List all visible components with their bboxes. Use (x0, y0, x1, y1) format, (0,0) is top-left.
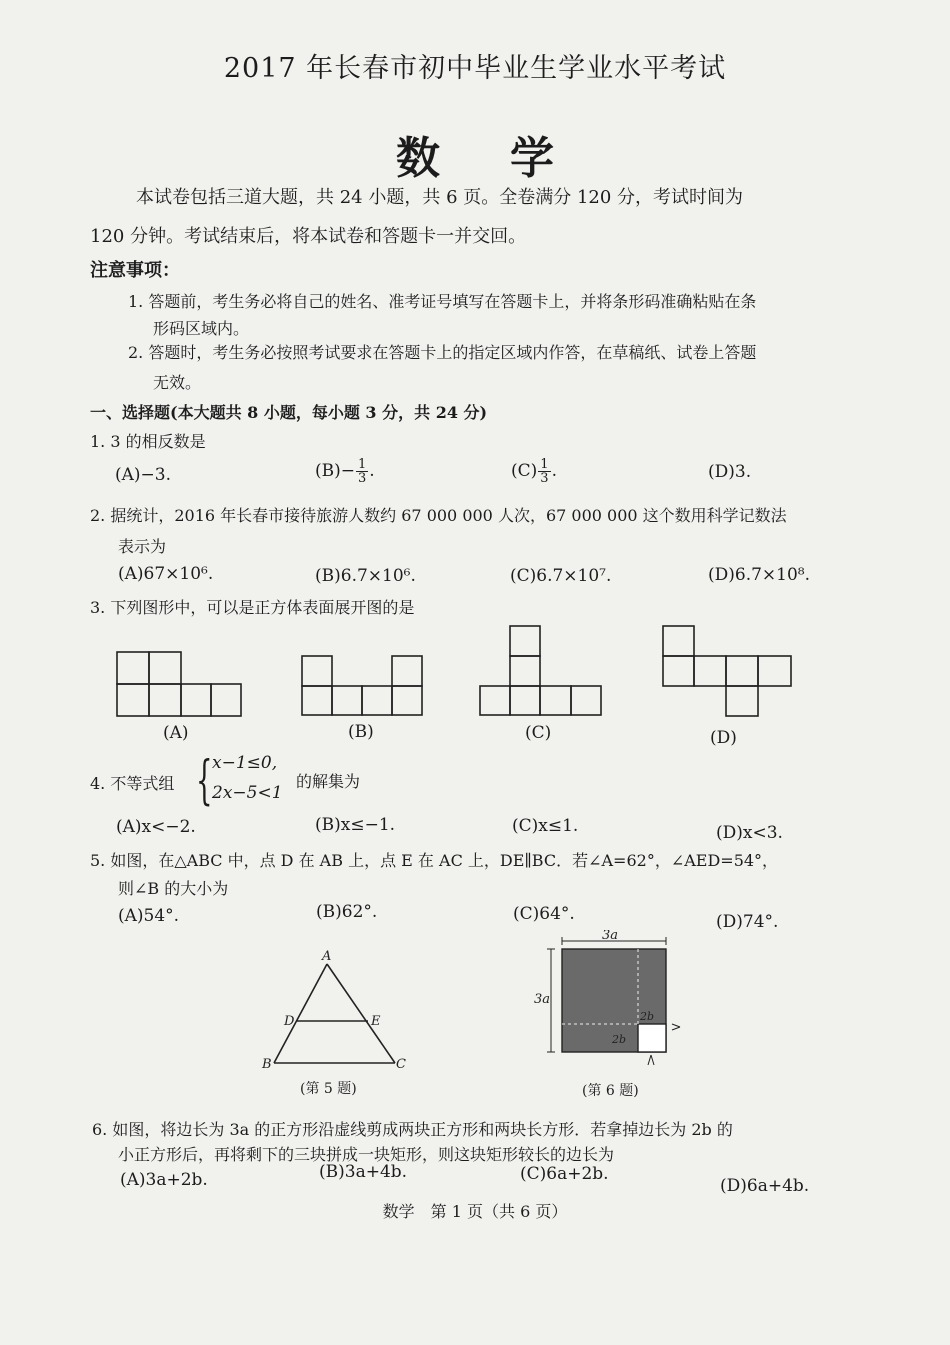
q1-option-c-denominator: 3 (540, 471, 549, 486)
q4-inequality-1: x−1≤0, (212, 753, 278, 773)
q1-option-b-numerator: 1 (358, 457, 367, 472)
q1-option-c-prefix: (C) (511, 461, 538, 481)
point-a-label: A (322, 949, 332, 964)
q2-option-d: (D)6.7×10⁸. (708, 565, 811, 585)
section-1-heading: 一、选择题(本大题共 8 小题，每小题 3 分，共 24 分) (90, 403, 488, 422)
q5-option-c: (C)64°. (513, 904, 575, 924)
q3-net-a (117, 652, 241, 716)
q1-option-b-prefix: (B)− (315, 461, 356, 481)
note-1-line-1: 1. 答题前，考生务必将自己的姓名、准考证号填写在答题卡上，并将条形码准确粘贴在条 (128, 292, 757, 311)
point-b-label: B (262, 1057, 272, 1072)
point-d-label: D (284, 1014, 295, 1029)
side-ac (327, 964, 395, 1063)
q1-stem: 1. 3 的相反数是 (90, 432, 206, 451)
q3-label-c: (C) (525, 723, 552, 743)
q3-label-d: (D) (710, 728, 737, 748)
small-square-removed (638, 1024, 666, 1052)
page-footer: 数学 第 1 页（共 6 页） (382, 1202, 568, 1221)
point-e-label: E (371, 1014, 381, 1029)
q6-line-1: 6. 如图，将边长为 3a 的正方形沿虚线剪成两块正方形和两块长方形．若拿掉边长为 2b 的 (92, 1120, 733, 1139)
q4-brace: { (196, 751, 213, 811)
subject-title: 数学 (396, 133, 624, 184)
q6-dim-small-h: 2b (612, 1033, 627, 1046)
q6-dim-left: 3a (534, 992, 551, 1007)
q4-option-b: (B)x≤−1. (315, 815, 396, 835)
q4-prefix: 4. 不等式组 (90, 774, 175, 793)
q1-option-b-denominator: 3 (358, 471, 367, 486)
q5-option-b: (B)62°. (316, 902, 378, 922)
q4-inequality-2: 2x−5<1 (212, 783, 283, 803)
q4-suffix: 的解集为 (296, 772, 361, 791)
q3-stem: 3. 下列图形中，可以是正方体表面展开图的是 (90, 598, 415, 617)
notes-heading: 注意事项： (90, 260, 180, 281)
note-2-line-1: 2. 答题时，考生务必按照考试要求在答题卡上的指定区域内作答，在草稿纸、试卷上答题 (128, 343, 757, 362)
q1-option-a: (A)−3. (115, 465, 172, 485)
q2-option-a: (A)67×10⁶. (118, 564, 214, 584)
q5-option-d: (D)74°. (716, 912, 779, 932)
intro-line-1: 本试卷包括三道大题，共 24 小题，共 6 页。全卷满分 120 分，考试时间为 (136, 187, 744, 208)
q6-square-figure (530, 930, 700, 1080)
q3-net-c (480, 626, 601, 715)
q1-option-c-numerator: 1 (540, 457, 549, 472)
scissors-right-icon (672, 1024, 680, 1027)
q4-option-a: (A)x<−2. (116, 817, 196, 837)
q3-label-a: (A) (163, 723, 189, 743)
q1-option-d: (D)3. (708, 462, 752, 482)
q4-option-d: (D)x<3. (716, 823, 783, 843)
q2-line-2: 表示为 (118, 537, 167, 556)
q6-option-d: (D)6a+4b. (720, 1176, 810, 1196)
side-ab (274, 964, 327, 1063)
q3-label-b: (B) (348, 722, 374, 742)
q1-option-c-dot: . (551, 461, 557, 481)
note-1-line-2: 形码区域内。 (153, 319, 250, 338)
q5-option-a: (A)54°. (118, 906, 180, 926)
point-c-label: C (396, 1057, 406, 1072)
scissors-bottom-icon (648, 1055, 651, 1065)
q5-line-2: 则∠B 的大小为 (118, 879, 229, 898)
q6-option-b: (B)3a+4b. (319, 1162, 408, 1182)
q2-option-b: (B)6.7×10⁶. (315, 566, 416, 586)
q5-line-1: 5. 如图，在△ABC 中，点 D 在 AB 上，点 E 在 AC 上，DE∥BC．若∠A=62°，∠AED=54°， (90, 851, 779, 870)
intro-line-2: 120 分钟。考试结束后，将本试卷和答题卡一并交回。 (90, 226, 527, 247)
q1-option-b-dot: . (369, 461, 375, 481)
q5-figure-caption: (第 5 题) (300, 1081, 357, 1097)
q2-line-1: 2. 据统计，2016 年长春市接待旅游人数约 67 000 000 人次，67 000 000 这个数用科学记数法 (90, 506, 787, 525)
q5-triangle-figure (250, 945, 430, 1085)
q6-line-2: 小正方形后，再将剩下的三块拼成一块矩形，则这块矩形较长的边长为 (118, 1145, 615, 1164)
q6-option-a: (A)3a+2b. (120, 1170, 208, 1190)
q6-figure-caption: (第 6 题) (582, 1083, 639, 1099)
q6-dim-small-v: 2b (640, 1010, 655, 1023)
q6-option-c: (C)6a+2b. (520, 1164, 609, 1184)
exam-title: 2017 年长春市初中毕业生学业水平考试 (223, 53, 727, 84)
q4-option-c: (C)x≤1. (512, 816, 579, 836)
note-2-line-2: 无效。 (153, 373, 202, 392)
q3-net-b (302, 656, 422, 715)
q3-net-d (663, 626, 791, 716)
q2-option-c: (C)6.7×10⁷. (510, 566, 612, 586)
q6-dim-top: 3a (602, 930, 619, 943)
